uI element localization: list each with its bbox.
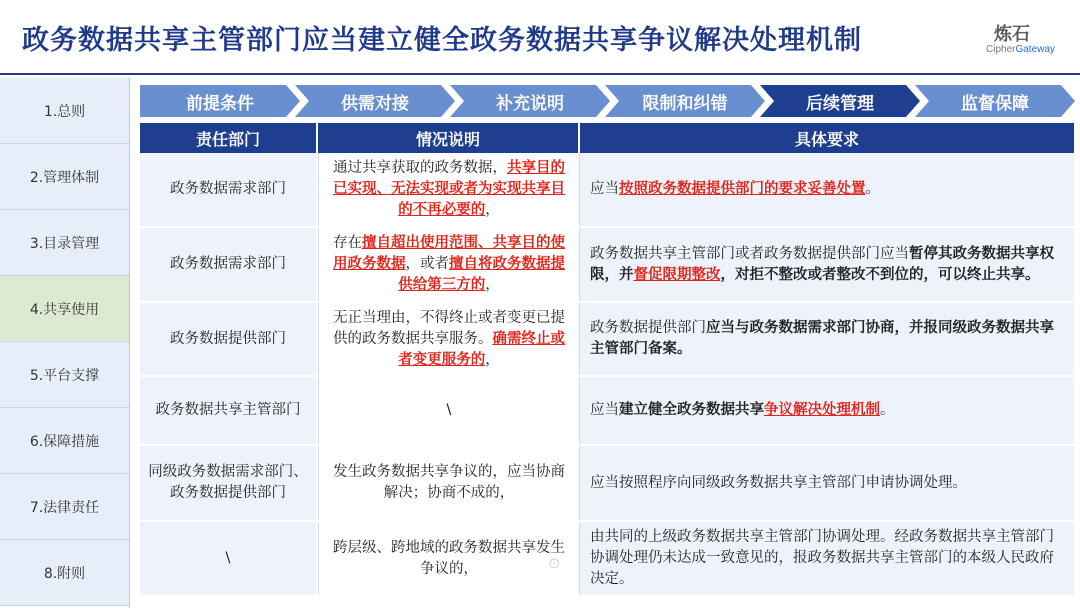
sidebar [0,78,130,608]
table-row [140,377,1074,446]
text-run: 应当 [590,181,619,197]
cell-dept: 政务数据需求部门 [140,228,318,301]
logo-en [986,44,1055,55]
table-row [140,303,1074,377]
text-run: 存在 [333,235,362,251]
header-dept: 责任部门 [140,123,318,153]
text-run: 应当 [590,402,619,418]
text-run: ， [485,202,500,218]
text-run: 争议解决处理机制 [764,402,880,418]
step-5[interactable] [760,85,920,117]
sidebar-item-4[interactable]: 4.共享使用 [0,276,129,342]
table-header [140,123,1074,153]
situation-text [329,308,569,371]
text-run: 擅自将政务数据提供给第三方的 [398,256,565,293]
cell-requirement [580,153,1074,226]
sidebar-item-5[interactable]: 5.平台支撑 [0,342,129,408]
cell-requirement [580,303,1074,375]
text-run: ， [485,351,500,368]
step-label: 后续管理 [806,93,874,114]
cell-situation [318,303,580,375]
situation-text [329,233,569,296]
text-run: 。 [865,181,880,197]
text-run: ， [485,277,500,293]
requirement-text [590,244,1064,286]
step-3[interactable] [450,85,610,117]
situation-text [329,462,569,504]
step-navigation [140,85,1074,117]
sidebar-item-2[interactable]: 2.管理体制 [0,144,129,210]
step-2[interactable] [295,85,455,117]
step-4[interactable] [605,85,765,117]
requirement-text [590,318,1064,360]
table-row [140,228,1074,303]
logo-cn: 炼石 [994,24,1030,45]
logo-en-a: Cipher [986,44,1016,55]
table-body [140,153,1074,597]
text-run: 政务数据提供部门 [590,320,706,336]
sidebar-item-7[interactable]: 7.法律责任 [0,474,129,540]
requirement-text [590,400,895,421]
cell-requirement [580,228,1074,301]
header-situation: 情况说明 [318,123,580,153]
step-1[interactable] [140,85,300,117]
cell-dept: 政务数据需求部门 [140,153,318,226]
sidebar-item-8[interactable]: 8.附则 [0,540,129,606]
text-run: 政务数据共享主管部门或者政务数据提供部门应当 [590,245,909,262]
cell-situation [318,153,580,226]
step-label: 供需对接 [341,93,409,114]
text-run: 暂停其政务数据共享权限，并 [590,245,1054,283]
watermark: ⊙ [548,554,561,572]
step-label: 监督保障 [961,93,1029,114]
situation-text [447,400,452,421]
text-run: 擅自超出使用范围、共享目的使用政务数据 [333,235,565,272]
cell-requirement [580,377,1074,444]
requirement-text [590,473,967,494]
cell-situation [318,446,580,520]
cell-requirement [580,446,1074,520]
cell-requirement [580,522,1074,595]
text-run: 无正当理由，不得终止或者变更已提供的政务数据共享服务。 [333,309,565,347]
table-row [140,522,1074,597]
requirement-text [590,179,880,200]
text-run: 建立健全政务数据共享 [619,402,764,418]
title-divider [0,73,1080,75]
text-run: ，或者 [405,256,449,272]
step-6[interactable] [915,85,1075,117]
text-run: 应当与政务数据需求部门协商，并报同级政务数据共享主管部门备案。 [590,320,1054,357]
cell-dept: 政务数据提供部门 [140,303,318,375]
text-run: 跨层级、跨地域的政务数据共享发生争议的， [333,539,565,577]
logo [986,20,1066,60]
sidebar-item-3[interactable]: 3.目录管理 [0,210,129,276]
cell-dept: 政务数据共享主管部门 [140,377,318,444]
cell-situation [318,522,580,595]
step-label: 限制和纠错 [642,93,728,114]
situation-text [329,538,569,580]
text-run: 确需终止或者变更服务的 [398,330,565,368]
text-run: \ [446,402,452,418]
text-run: 通过共享获取的政务数据， [333,160,507,176]
text-run: 。 [880,402,895,418]
requirement-text [590,527,1064,590]
cell-situation [318,228,580,301]
step-label: 补充说明 [496,93,564,114]
page-title: 政务数据共享主管部门应当建立健全政务数据共享争议解决处理机制 [22,25,862,56]
text-run: 按照政务数据提供部门的要求妥善处置 [619,181,866,197]
responsibility-table [140,123,1074,597]
cell-dept: 同级政务数据需求部门、政务数据提供部门 [140,446,318,520]
text-run: 发生政务数据共享争议的，应当协商解决；协商不成的， [333,464,565,501]
text-run: ，对拒不整改或者整改不到位的，可以终止共享。 [720,266,1040,283]
table-row [140,446,1074,522]
cell-situation [318,377,580,444]
cell-dept: \ [140,522,318,595]
situation-text [329,158,569,221]
text-run: 应当按照程序向同级政务数据共享主管部门申请协调处理。 [590,474,967,491]
table-row [140,153,1074,228]
header-requirement: 具体要求 [794,129,859,149]
sidebar-item-6[interactable]: 6.保障措施 [0,408,129,474]
sidebar-item-1[interactable]: 1.总则 [0,78,129,144]
text-run: 督促限期整改 [633,266,721,283]
text-run: 共享目的已实现、无法实现或者为实现共享目的不再必要的 [333,160,565,218]
logo-en-b: Gateway [1015,44,1055,55]
text-run: 由共同的上级政务数据共享主管部门协调处理。经政务数据共享主管部门协调处理仍未达成一致意见的，报政务数据共享主管部门的本级人民政府决定。 [590,529,1054,587]
step-label: 前提条件 [186,93,254,114]
